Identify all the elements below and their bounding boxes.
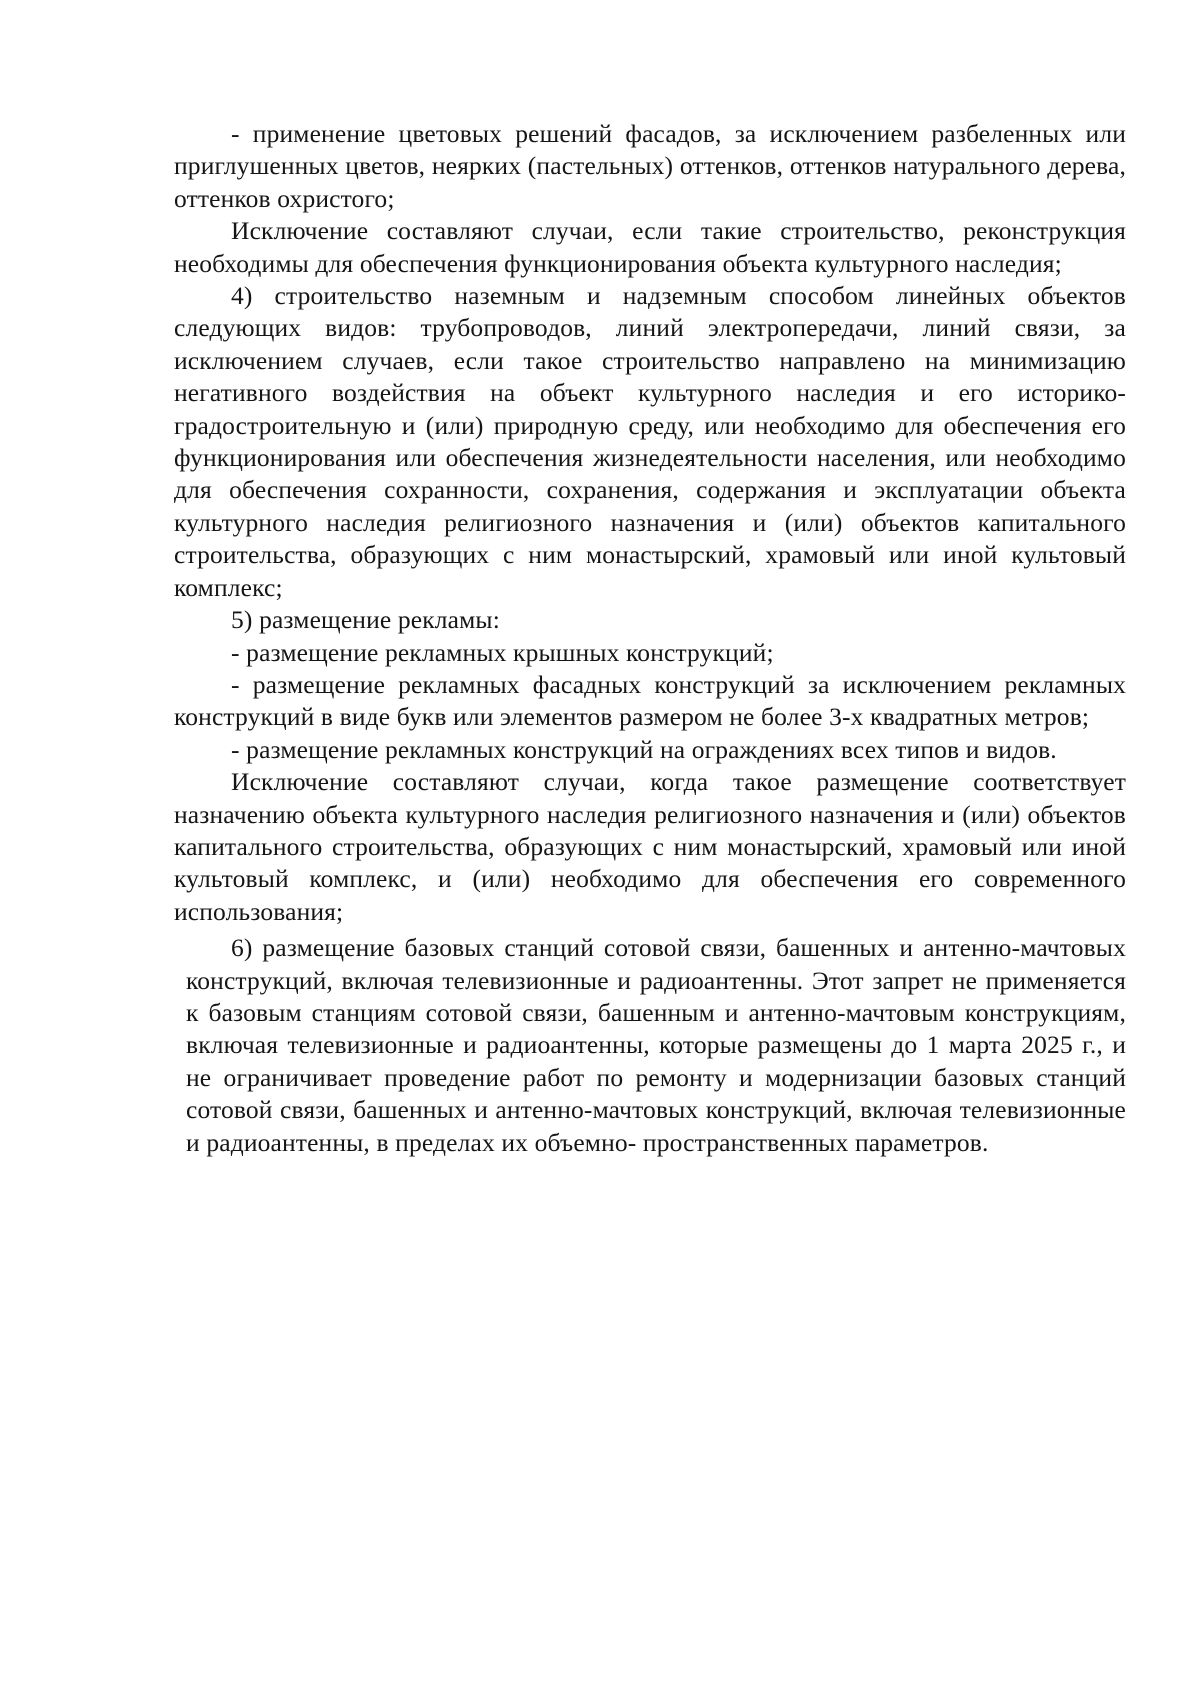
paragraph-linear-objects: 4) строительство наземным и надземным способом линейных объектов следующих видов: трубопроводов, линий электропередачи, линий связи, за исключением случаев, если такое строительство направлено на минимизацию негативного воздействия на объект культурного наследия и его историко-градостроительную и (или) природную среду, или необходимо для обеспечения его функционирования или обеспечения жизнедеятельности населения, или необходимо для обеспечения сохранности, сохранения, содержания и эксплуатации объекта культурного наследия религиозного назначения и (или) объектов капитального строительства, образующих с ним монастырский, храмовый или иной культовый комплекс; <box>174 281 1126 602</box>
paragraph-exception-construction: Исключение составляют случаи, если такие строительство, реконструкция необходимы для обеспечения функционирования объекта культурного наследия; <box>174 216 1126 278</box>
paragraph-facade-colors: - применение цветовых решений фасадов, за исключением разбеленных или приглушенных цветов, неярких (пастельных) оттенков, оттенков натурального дерева, оттенков охристого; <box>174 119 1126 213</box>
paragraph-advertising: 5) размещение рекламы: <box>231 605 500 635</box>
document-body <box>174 118 1126 1159</box>
paragraph-exception-placement: Исключение составляют случаи, когда такое размещение соответствует назначению объекта культурного наследия религиозного назначения и (или) объектов капитального строительства, образующих с ним монастырский, храмовый или иной культовый комплекс, и (или) необходимо для обеспечения его современного использования; <box>174 767 1126 926</box>
paragraph-roof-ads: - размещение рекламных крышных конструкций; <box>231 637 774 667</box>
paragraph-fence-ads: - размещение рекламных конструкций на ограждениях всех типов и видов. <box>231 734 1057 764</box>
paragraph-cell-towers: 6) размещение базовых станций сотовой связи, башенных и антенно-мачтовых конструкций, включая телевизионные и радиоантенны. Этот запрет не применяется к базовым станциям сотовой связи, башенным и антенно-мачтовым конструкциям, включая телевизионные и радиоантенны, которые размещены до 1 марта 2025 г., и не ограничивает проведение работ по ремонту и модернизации базовых станций сотовой связи, башенных и антенно-мачтовых конструкций, включая телевизионные и радиоантенны, в пределах их объемно- пространственных параметров. <box>186 933 1126 1157</box>
paragraph-facade-ads: - размещение рекламных фасадных конструкций за исключением рекламных конструкций в виде букв или элементов размером не более 3-х квадратных метров; <box>174 669 1126 732</box>
